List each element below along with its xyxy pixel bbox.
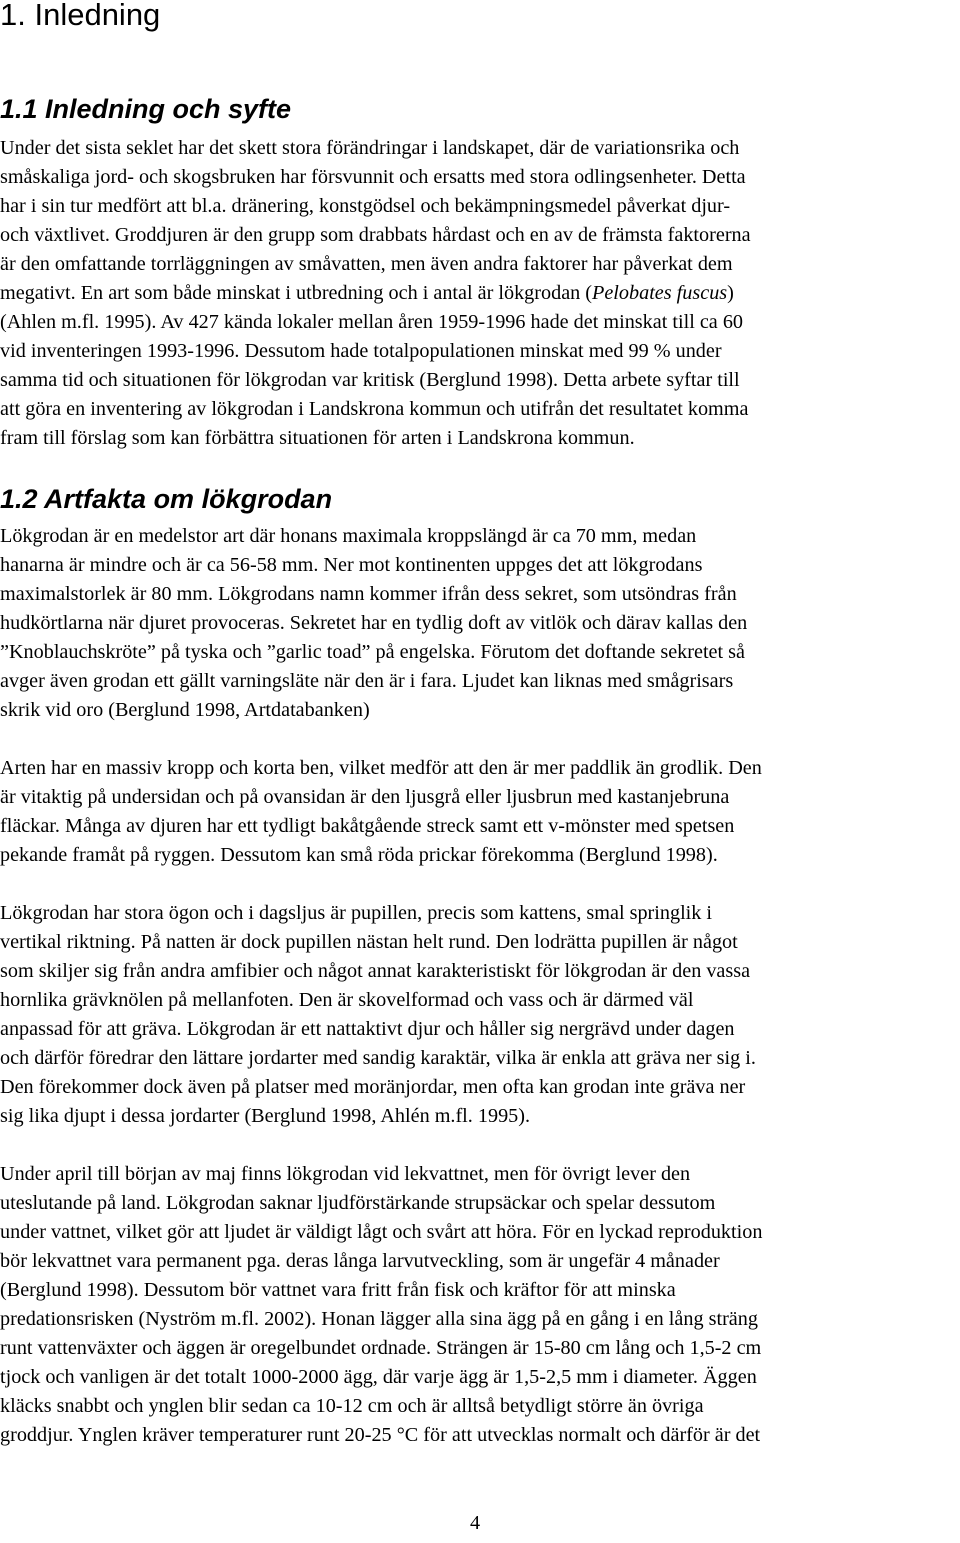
text-line: sig lika djupt i dessa jordarter (Berglund 1998, Ahlén m.fl. 1995). bbox=[0, 1105, 531, 1127]
text-line: och därför föredrar den lättare jordarter med sandig karaktär, vilka är enkla att gräva ner sig i. bbox=[0, 1047, 756, 1069]
text-line: småskaliga jord- och skogsbruken har försvunnit och ersatts med stora odlingsenheter. Detta bbox=[0, 166, 746, 188]
text-line: fläckar. Många av djuren har ett tydligt bakåtgående streck samt ett v-mönster med spetsen bbox=[0, 815, 735, 837]
closing-parenthesis: ) bbox=[727, 282, 734, 304]
text-line: är vitaktig på undersidan och på ovansidan är den ljusgrå eller ljusbrun med kastanjebruna bbox=[0, 786, 730, 808]
text-line: Lökgrodan är en medelstor art där honans maximala kroppslängd är ca 70 mm, medan bbox=[0, 525, 697, 547]
section-heading-artfakta: 1.2 Artfakta om lökgrodan bbox=[0, 484, 333, 514]
text-line: skrik vid oro (Berglund 1998, Artdatabanken) bbox=[0, 699, 370, 721]
text-line-with-species bbox=[0, 281, 734, 305]
text-line: Den förekommer dock även på platser med moränjordar, men ofta kan grodan inte gräva ner bbox=[0, 1076, 746, 1098]
text-line: att göra en inventering av lökgrodan i Landskrona kommun och utifrån det resultatet komma bbox=[0, 398, 749, 420]
text-line: fram till förslag som kan förbättra situationen för arten i Landskrona kommun. bbox=[0, 427, 635, 449]
text-line: maximalstorlek är 80 mm. Lökgrodans namn kommer ifrån dess sekret, som utsöndras från bbox=[0, 583, 737, 605]
text-line-segment: megativt. En art som både minskat i utbredning och i antal är lökgrodan ( bbox=[0, 282, 593, 304]
text-line: (Berglund 1998). Dessutom bör vattnet vara fritt från fisk och kräftor för att minska bbox=[0, 1279, 676, 1301]
text-line: och växtlivet. Groddjuren är den grupp som drabbats hårdast och en av de främsta faktorerna bbox=[0, 224, 751, 246]
text-line: hornlika grävknölen på mellanfoten. Den är skovelformad och vass och är därmed väl bbox=[0, 989, 694, 1011]
text-line: avger även grodan ett gällt varningsläte när den är i fara. Ljudet kan liknas med smågrisars bbox=[0, 670, 734, 692]
text-line: pekande framåt på ryggen. Dessutom kan små röda prickar förekomma (Berglund 1998). bbox=[0, 844, 718, 866]
text-line: Under det sista seklet har det skett stora förändringar i landskapet, där de variationsrika och bbox=[0, 137, 740, 159]
text-line: ”Knoblauchskröte” på tyska och ”garlic toad” på engelska. Förutom det doftande sekretet så bbox=[0, 641, 745, 663]
text-line: Under april till början av maj finns lökgrodan vid lekvattnet, men för övrigt lever den bbox=[0, 1163, 691, 1185]
species-latin-name: Pelobates fuscus bbox=[592, 282, 728, 304]
text-line: samma tid och situationen för lökgrodan var kritisk (Berglund 1998). Detta arbete syftar till bbox=[0, 369, 740, 391]
text-line: hudkörtlarna när djuret provoceras. Sekretet har en tydlig doft av vitlök och därav kallas den bbox=[0, 612, 748, 634]
chapter-title: 1. Inledning bbox=[0, 0, 161, 32]
text-line: uteslutande på land. Lökgrodan saknar ljudförstärkande strupsäckar och spelar dessutom bbox=[0, 1192, 716, 1214]
text-line: hanarna är mindre och är ca 56-58 mm. Ner mot kontinenten uppges det att lökgrodans bbox=[0, 554, 703, 576]
text-line: Lökgrodan har stora ögon och i dagsljus är pupillen, precis som kattens, smal springlik i bbox=[0, 902, 713, 924]
text-line: runt vattenväxter och äggen är oregelbundet ordnade. Strängen är 15-80 cm lång och 1,5-2 cm bbox=[0, 1337, 762, 1359]
text-line: (Ahlen m.fl. 1995). Av 427 kända lokaler mellan åren 1959-1996 hade det minskat till ca 60 bbox=[0, 311, 744, 333]
text-line: anpassad för att gräva. Lökgrodan är ett nattaktivt djur och håller sig nergrävd under dagen bbox=[0, 1018, 735, 1040]
page-number: 4 bbox=[470, 1512, 481, 1534]
section-heading-inledning-och-syfte: 1.1 Inledning och syfte bbox=[0, 94, 292, 124]
text-line: vid inventeringen 1993-1996. Dessutom hade totalpopulationen minskat med 99 % under bbox=[0, 340, 722, 362]
text-line: bör lekvattnet vara permanent pga. deras långa larvutveckling, som är ungefär 4 månader bbox=[0, 1250, 720, 1272]
text-line: groddjur. Ynglen kräver temperaturer runt 20-25 °C för att utvecklas normalt och därför är det bbox=[0, 1424, 761, 1446]
text-line: tjock och vanligen är det totalt 1000-2000 ägg, där varje ägg är 1,5-2,5 mm i diameter. Äggen bbox=[0, 1366, 757, 1388]
text-line: under vattnet, vilket gör att ljudet är väldigt lågt och svårt att höra. För en lyckad reproduktion bbox=[0, 1221, 763, 1243]
text-line: predationsrisken (Nyström m.fl. 2002). Honan lägger alla sina ägg på en gång i en lång sträng bbox=[0, 1308, 758, 1330]
text-line: kläcks snabbt och ynglen blir sedan ca 10-12 cm och är alltså betydligt större än övriga bbox=[0, 1395, 704, 1417]
text-line: vertikal riktning. På natten är dock pupillen nästan helt rund. Den lodrätta pupillen är något bbox=[0, 931, 738, 953]
text-line: Arten har en massiv kropp och korta ben, vilket medför att den är mer paddlik än grodlik. Den bbox=[0, 757, 762, 779]
text-line: har i sin tur medfört att bl.a. dränering, konstgödsel och bekämpningsmedel påverkat djur- bbox=[0, 195, 731, 217]
text-line: som skiljer sig från andra amfibier och något annat karakteristiskt för lökgrodan är den vassa bbox=[0, 960, 751, 982]
text-line: är den omfattande torrläggningen av småvatten, men även andra faktorer har påverkat dem bbox=[0, 253, 733, 275]
